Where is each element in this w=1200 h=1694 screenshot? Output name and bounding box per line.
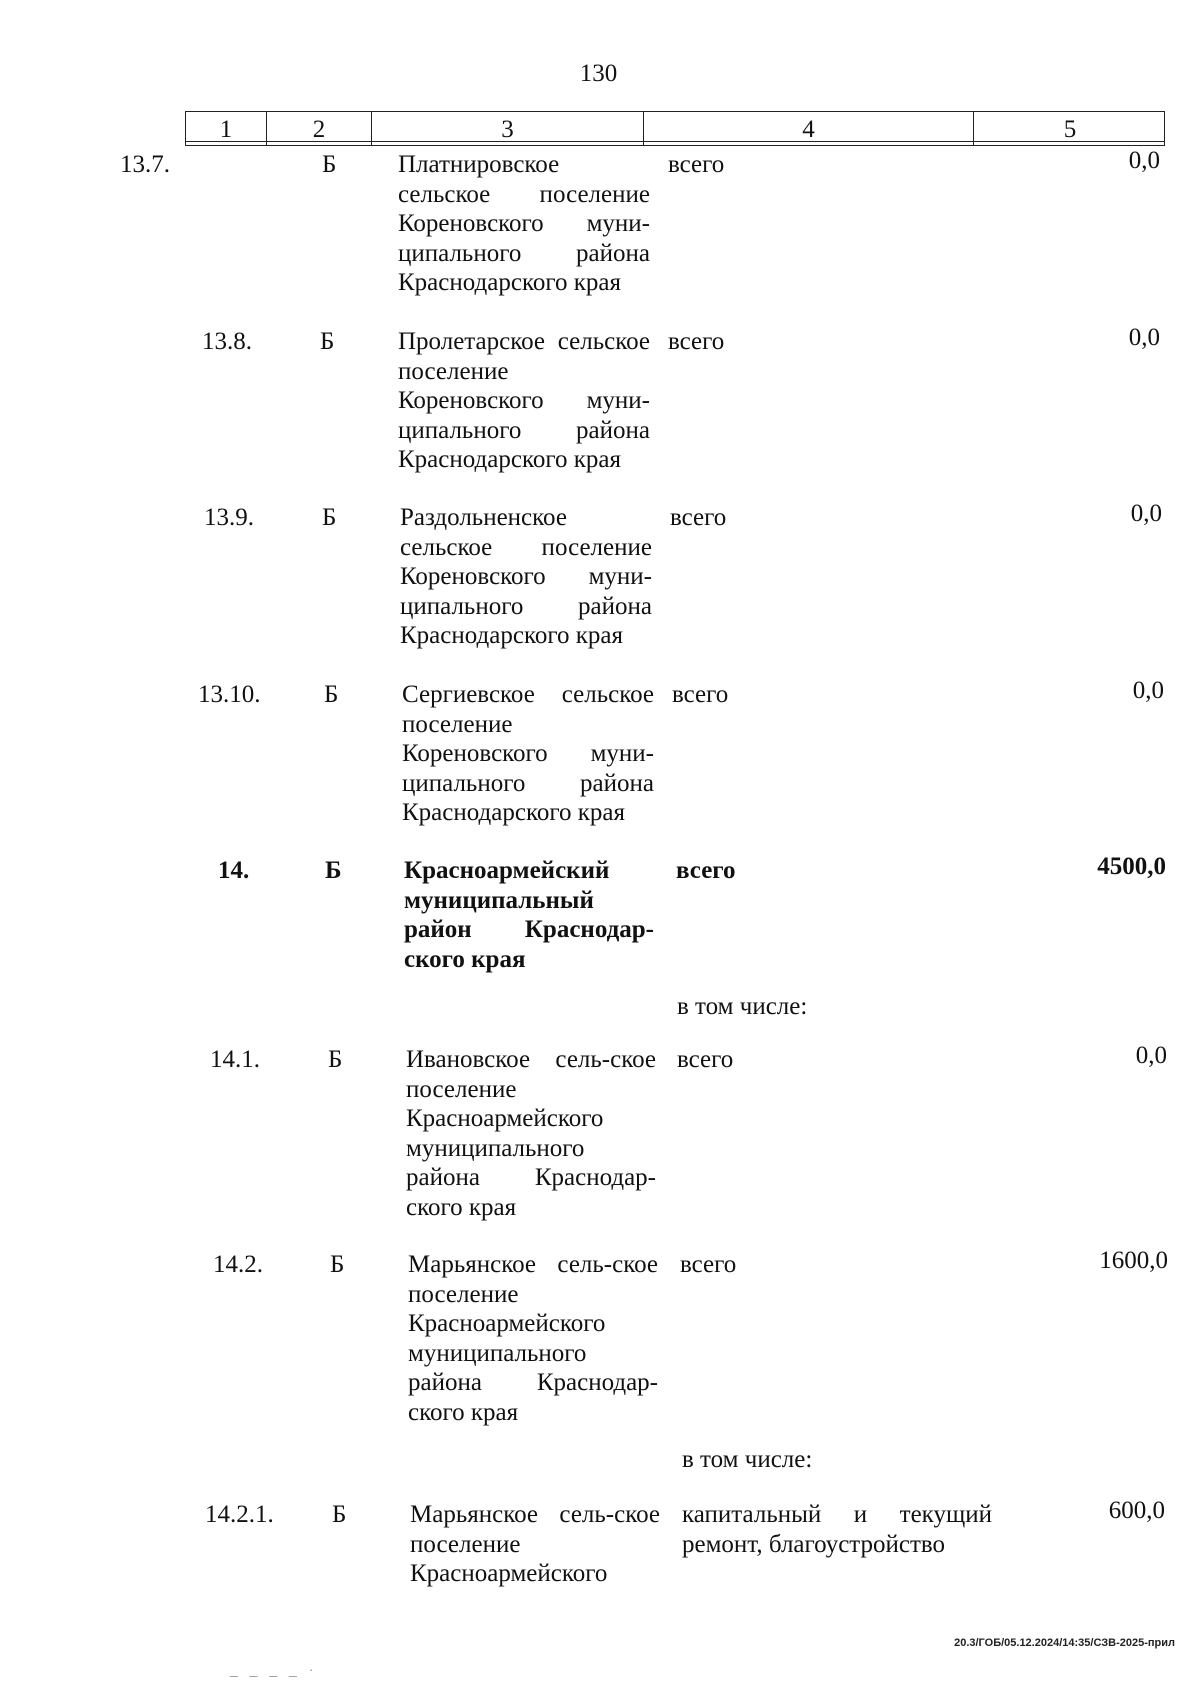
dash-marks: _ _ _ _ · <box>230 1661 318 1677</box>
header-col-1: 1 <box>219 116 233 143</box>
including-label: в том числе: <box>682 1446 813 1473</box>
row-number: 14. <box>218 857 250 884</box>
row-name: Сергиевское сельское поселение Кореновского муни-ципального района Краснодарского края <box>402 681 654 826</box>
row-name: Ивановское сель-ское поселение Красноармейского муниципального района Краснодар-ского края <box>406 1046 656 1221</box>
row-name: Раздольненское сельское поселение Кореновского муни-ципального района Краснодарского края <box>400 504 652 649</box>
row-value: 4500,0 <box>1097 853 1166 880</box>
row-indicator: всего <box>676 857 736 884</box>
header-divider <box>185 141 1165 142</box>
row-number: 14.2. <box>213 1251 263 1278</box>
row-value: 0,0 <box>1128 324 1160 351</box>
row-letter: Б <box>330 1251 345 1278</box>
page-number: 130 <box>579 60 618 87</box>
row-name: Пролетарское сельское поселение Кореновского муни-ципального района Краснодарского края <box>398 328 650 473</box>
row-letter: Б <box>322 151 337 178</box>
row-indicator: всего <box>668 151 725 178</box>
row-value: 1600,0 <box>1099 1247 1168 1274</box>
header-col-3: 3 <box>371 112 643 145</box>
header-col-2: 2 <box>266 112 371 145</box>
row-number: 13.10. <box>198 681 261 708</box>
row-value: 0,0 <box>1132 677 1164 704</box>
document-code: 20.3/ГОБ/05.12.2024/14:35/СЗВ-2025-прил <box>954 1637 1175 1649</box>
row-name: Платнировское сельское поселение Кореновского муни-ципального района Краснодарского края <box>398 151 650 296</box>
row-indicator: капитальный и текущий ремонт, благоустройство <box>682 1501 992 1558</box>
row-letter: Б <box>332 1501 347 1528</box>
row-value: 0,0 <box>1135 1042 1167 1069</box>
header-col-5: 5 <box>973 112 1166 145</box>
row-number: 13.8. <box>202 328 252 355</box>
row-indicator: всего <box>680 1251 737 1278</box>
row-letter: Б <box>322 504 337 531</box>
row-name: Марьянское сель-ское поселение Красноармейского <box>410 1501 660 1587</box>
row-value: 600,0 <box>1108 1497 1165 1524</box>
row-number: 14.2.1. <box>205 1501 274 1528</box>
row-letter: Б <box>324 681 339 708</box>
row-letter: Б <box>328 1046 343 1073</box>
row-number: 14.1. <box>210 1046 260 1073</box>
row-letter: Б <box>325 857 342 884</box>
row-indicator: всего <box>668 328 725 355</box>
row-indicator: всего <box>670 504 727 531</box>
header-col-4: 4 <box>643 112 973 145</box>
row-number: 13.9. <box>204 504 254 531</box>
row-letter: Б <box>320 328 335 355</box>
row-value: 0,0 <box>1130 500 1162 527</box>
row-indicator: всего <box>677 1046 734 1073</box>
including-label: в том числе: <box>677 993 808 1020</box>
row-indicator: всего <box>672 681 729 708</box>
row-value: 0,0 <box>1128 147 1160 174</box>
row-name: Марьянское сель-ское поселение Красноармейского муниципального района Краснодар-ского края <box>408 1251 658 1426</box>
row-name: Красноармейский муниципальный район Краснодар-ского края <box>404 857 654 973</box>
row-number: 13.7. <box>120 151 170 178</box>
